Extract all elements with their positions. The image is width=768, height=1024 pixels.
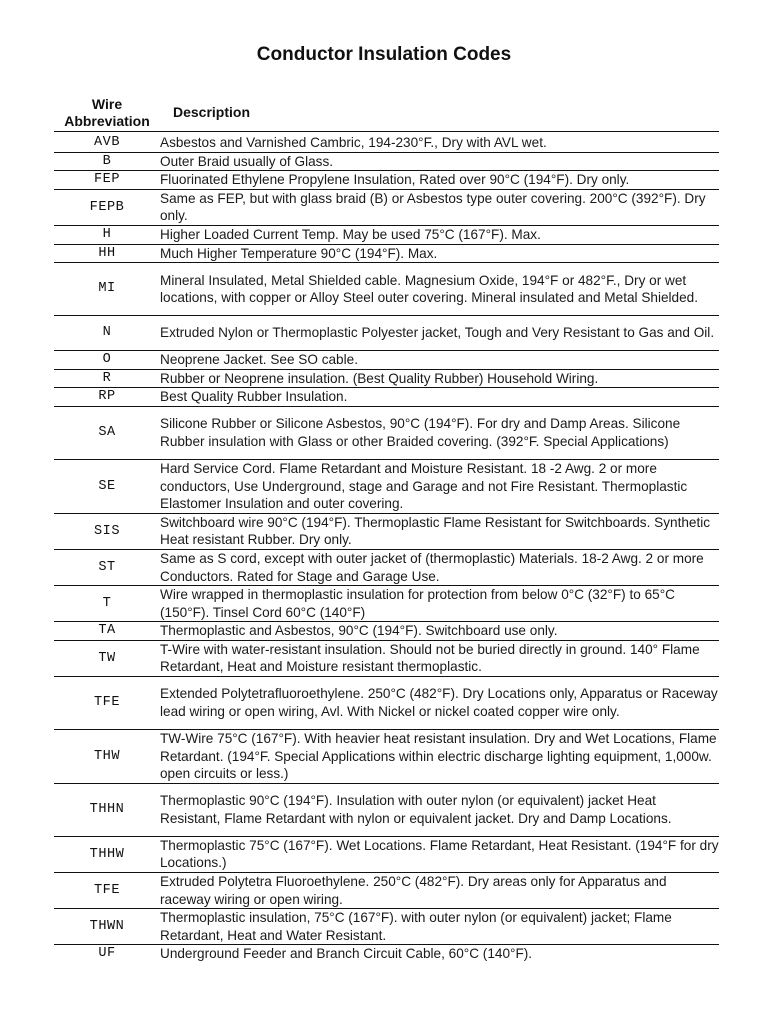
table-row xyxy=(54,263,719,316)
table-row xyxy=(54,388,719,407)
wire-description: Thermoplastic and Asbestos, 90°C (194°F). Switchboard use only. xyxy=(160,622,719,641)
table-row xyxy=(54,244,719,263)
table-row xyxy=(54,369,719,388)
wire-description: Thermoplastic 75°C (167°F). Wet Locations. Flame Retardant, Heat Resistant. (194°F for dry Locations.) xyxy=(160,836,719,872)
table-row xyxy=(54,351,719,370)
wire-description: Fluorinated Ethylene Propylene Insulation, Rated over 90°C (194°F). Dry only. xyxy=(160,171,719,190)
insulation-codes-table xyxy=(54,134,719,963)
wire-description: Outer Braid usually of Glass. xyxy=(160,152,719,171)
wire-description: TW-Wire 75°C (167°F). With heavier heat resistant insulation. Dry and Wet Locations, Flame Retardant. (194°F. Special Applications within electric discharge lighting equipment, 1,000w. open circuits or less.) xyxy=(160,730,719,784)
table-row xyxy=(54,316,719,351)
table-row xyxy=(54,909,719,945)
wire-abbreviation: B xyxy=(54,152,160,171)
table-row xyxy=(54,873,719,909)
table-row xyxy=(54,134,719,152)
table-row xyxy=(54,730,719,784)
wire-abbreviation: MI xyxy=(54,263,160,316)
wire-description: Silicone Rubber or Silicone Asbestos, 90°C (194°F). For dry and Damp Areas. Silicone Rubber insulation with Glass or other Braided covering. (392°F. Special Applications) xyxy=(160,406,719,459)
wire-abbreviation: T xyxy=(54,586,160,622)
wire-abbreviation: H xyxy=(54,225,160,244)
abbreviation-column-header: Wire Abbreviation xyxy=(64,96,150,129)
table-row xyxy=(54,677,719,730)
wire-description: Wire wrapped in thermoplastic insulation for protection from below 0°C (32°F) to 65°C (150°F). Tinsel Cord 60°C (140°F) xyxy=(160,586,719,622)
table-row xyxy=(54,152,719,171)
table-row xyxy=(54,513,719,549)
wire-abbreviation: TA xyxy=(54,622,160,641)
wire-description: Extended Polytetrafluoroethylene. 250°C (482°F). Dry Locations only, Apparatus or Raceway lead wiring or open wiring, Avl. With Nickel or nickel coated copper wire only. xyxy=(160,677,719,730)
wire-description: Higher Loaded Current Temp. May be used 75°C (167°F). Max. xyxy=(160,225,719,244)
wire-description: Underground Feeder and Branch Circuit Cable, 60°C (140°F). xyxy=(160,946,533,962)
table-row xyxy=(54,836,719,872)
wire-description: Rubber or Neoprene insulation. (Best Quality Rubber) Household Wiring. xyxy=(160,369,719,388)
wire-description: Same as FEP, but with glass braid (B) or Asbestos type outer covering. 200°C (392°F). Dry only. xyxy=(160,189,719,225)
wire-abbreviation: RP xyxy=(54,388,160,407)
wire-description: Asbestos and Varnished Cambric, 194-230°F., Dry with AVL wet. xyxy=(160,134,719,152)
wire-abbreviation: ST xyxy=(54,549,160,585)
table-body xyxy=(54,134,719,963)
wire-abbreviation: N xyxy=(54,316,160,351)
wire-description: Switchboard wire 90°C (194°F). Thermoplastic Flame Resistant for Switchboards. Synthetic Heat resistant Rubber. Dry only. xyxy=(160,513,719,549)
wire-abbreviation: UF xyxy=(98,946,116,962)
table-row xyxy=(54,783,719,836)
table-row xyxy=(54,225,719,244)
wire-abbreviation: TFE xyxy=(54,873,160,909)
wire-abbreviation: THW xyxy=(54,730,160,784)
table-row xyxy=(54,459,719,513)
table-row xyxy=(54,406,719,459)
table-row xyxy=(54,171,719,190)
wire-description: Extruded Polytetra Fluoroethylene. 250°C (482°F). Dry areas only for Apparatus and raceway wiring or open wiring. xyxy=(160,873,719,909)
wire-description: Best Quality Rubber Insulation. xyxy=(160,388,719,407)
wire-description: Neoprene Jacket. See SO cable. xyxy=(160,351,719,370)
wire-abbreviation: FEP xyxy=(54,171,160,190)
wire-description: Mineral Insulated, Metal Shielded cable. Magnesium Oxide, 194°F or 482°F., Dry or wet locations, with copper or Alloy Steel outer covering. Mineral insulated and Metal Shielded. xyxy=(160,263,719,316)
description-column-header: Description xyxy=(173,104,251,120)
wire-abbreviation: O xyxy=(54,351,160,370)
wire-abbreviation: HH xyxy=(54,244,160,263)
table-row xyxy=(54,549,719,585)
wire-description: T-Wire with water-resistant insulation. Should not be buried directly in ground. 140° Flame Retardant, Heat and Moisture resistant thermoplastic. xyxy=(160,640,719,676)
wire-abbreviation: FEPB xyxy=(54,189,160,225)
wire-abbreviation: SIS xyxy=(54,513,160,549)
wire-description: Extruded Nylon or Thermoplastic Polyester jacket, Tough and Very Resistant to Gas and Oil. xyxy=(160,316,719,351)
wire-abbreviation: SA xyxy=(54,406,160,459)
wire-description: Hard Service Cord. Flame Retardant and Moisture Resistant. 18 -2 Awg. 2 or more conductors, Use Underground, stage and Garage and not Fire Resistant. Thermoplastic Elastomer Insulation and outer covering. xyxy=(160,459,719,513)
wire-abbreviation: AVB xyxy=(54,134,160,152)
wire-description: Much Higher Temperature 90°C (194°F). Max. xyxy=(160,244,719,263)
page-title: Conductor Insulation Codes xyxy=(256,44,512,65)
wire-abbreviation: SE xyxy=(54,459,160,513)
wire-abbreviation: TFE xyxy=(54,677,160,730)
wire-description: Thermoplastic 90°C (194°F). Insulation with outer nylon (or equivalent) jacket Heat Resistant, Flame Retardant with nylon or equivalent jacket. Dry and Damp Locations. xyxy=(160,783,719,836)
table-row xyxy=(54,945,719,963)
wire-description: Thermoplastic insulation, 75°C (167°F). with outer nylon (or equivalent) jacket; Flame Retardant, Heat and Water Resistant. xyxy=(160,909,719,945)
table-header xyxy=(54,96,719,132)
wire-description: Same as S cord, except with outer jacket of (thermoplastic) Materials. 18-2 Awg. 2 or more Conductors. Rated for Stage and Garage Use. xyxy=(160,549,719,585)
wire-abbreviation: R xyxy=(54,369,160,388)
wire-abbreviation: TW xyxy=(54,640,160,676)
table-row xyxy=(54,640,719,676)
table-row xyxy=(54,189,719,225)
table-row xyxy=(54,586,719,622)
wire-abbreviation: THHW xyxy=(54,836,160,872)
wire-abbreviation: THWN xyxy=(54,909,160,945)
wire-abbreviation: THHN xyxy=(54,783,160,836)
table-row xyxy=(54,622,719,641)
